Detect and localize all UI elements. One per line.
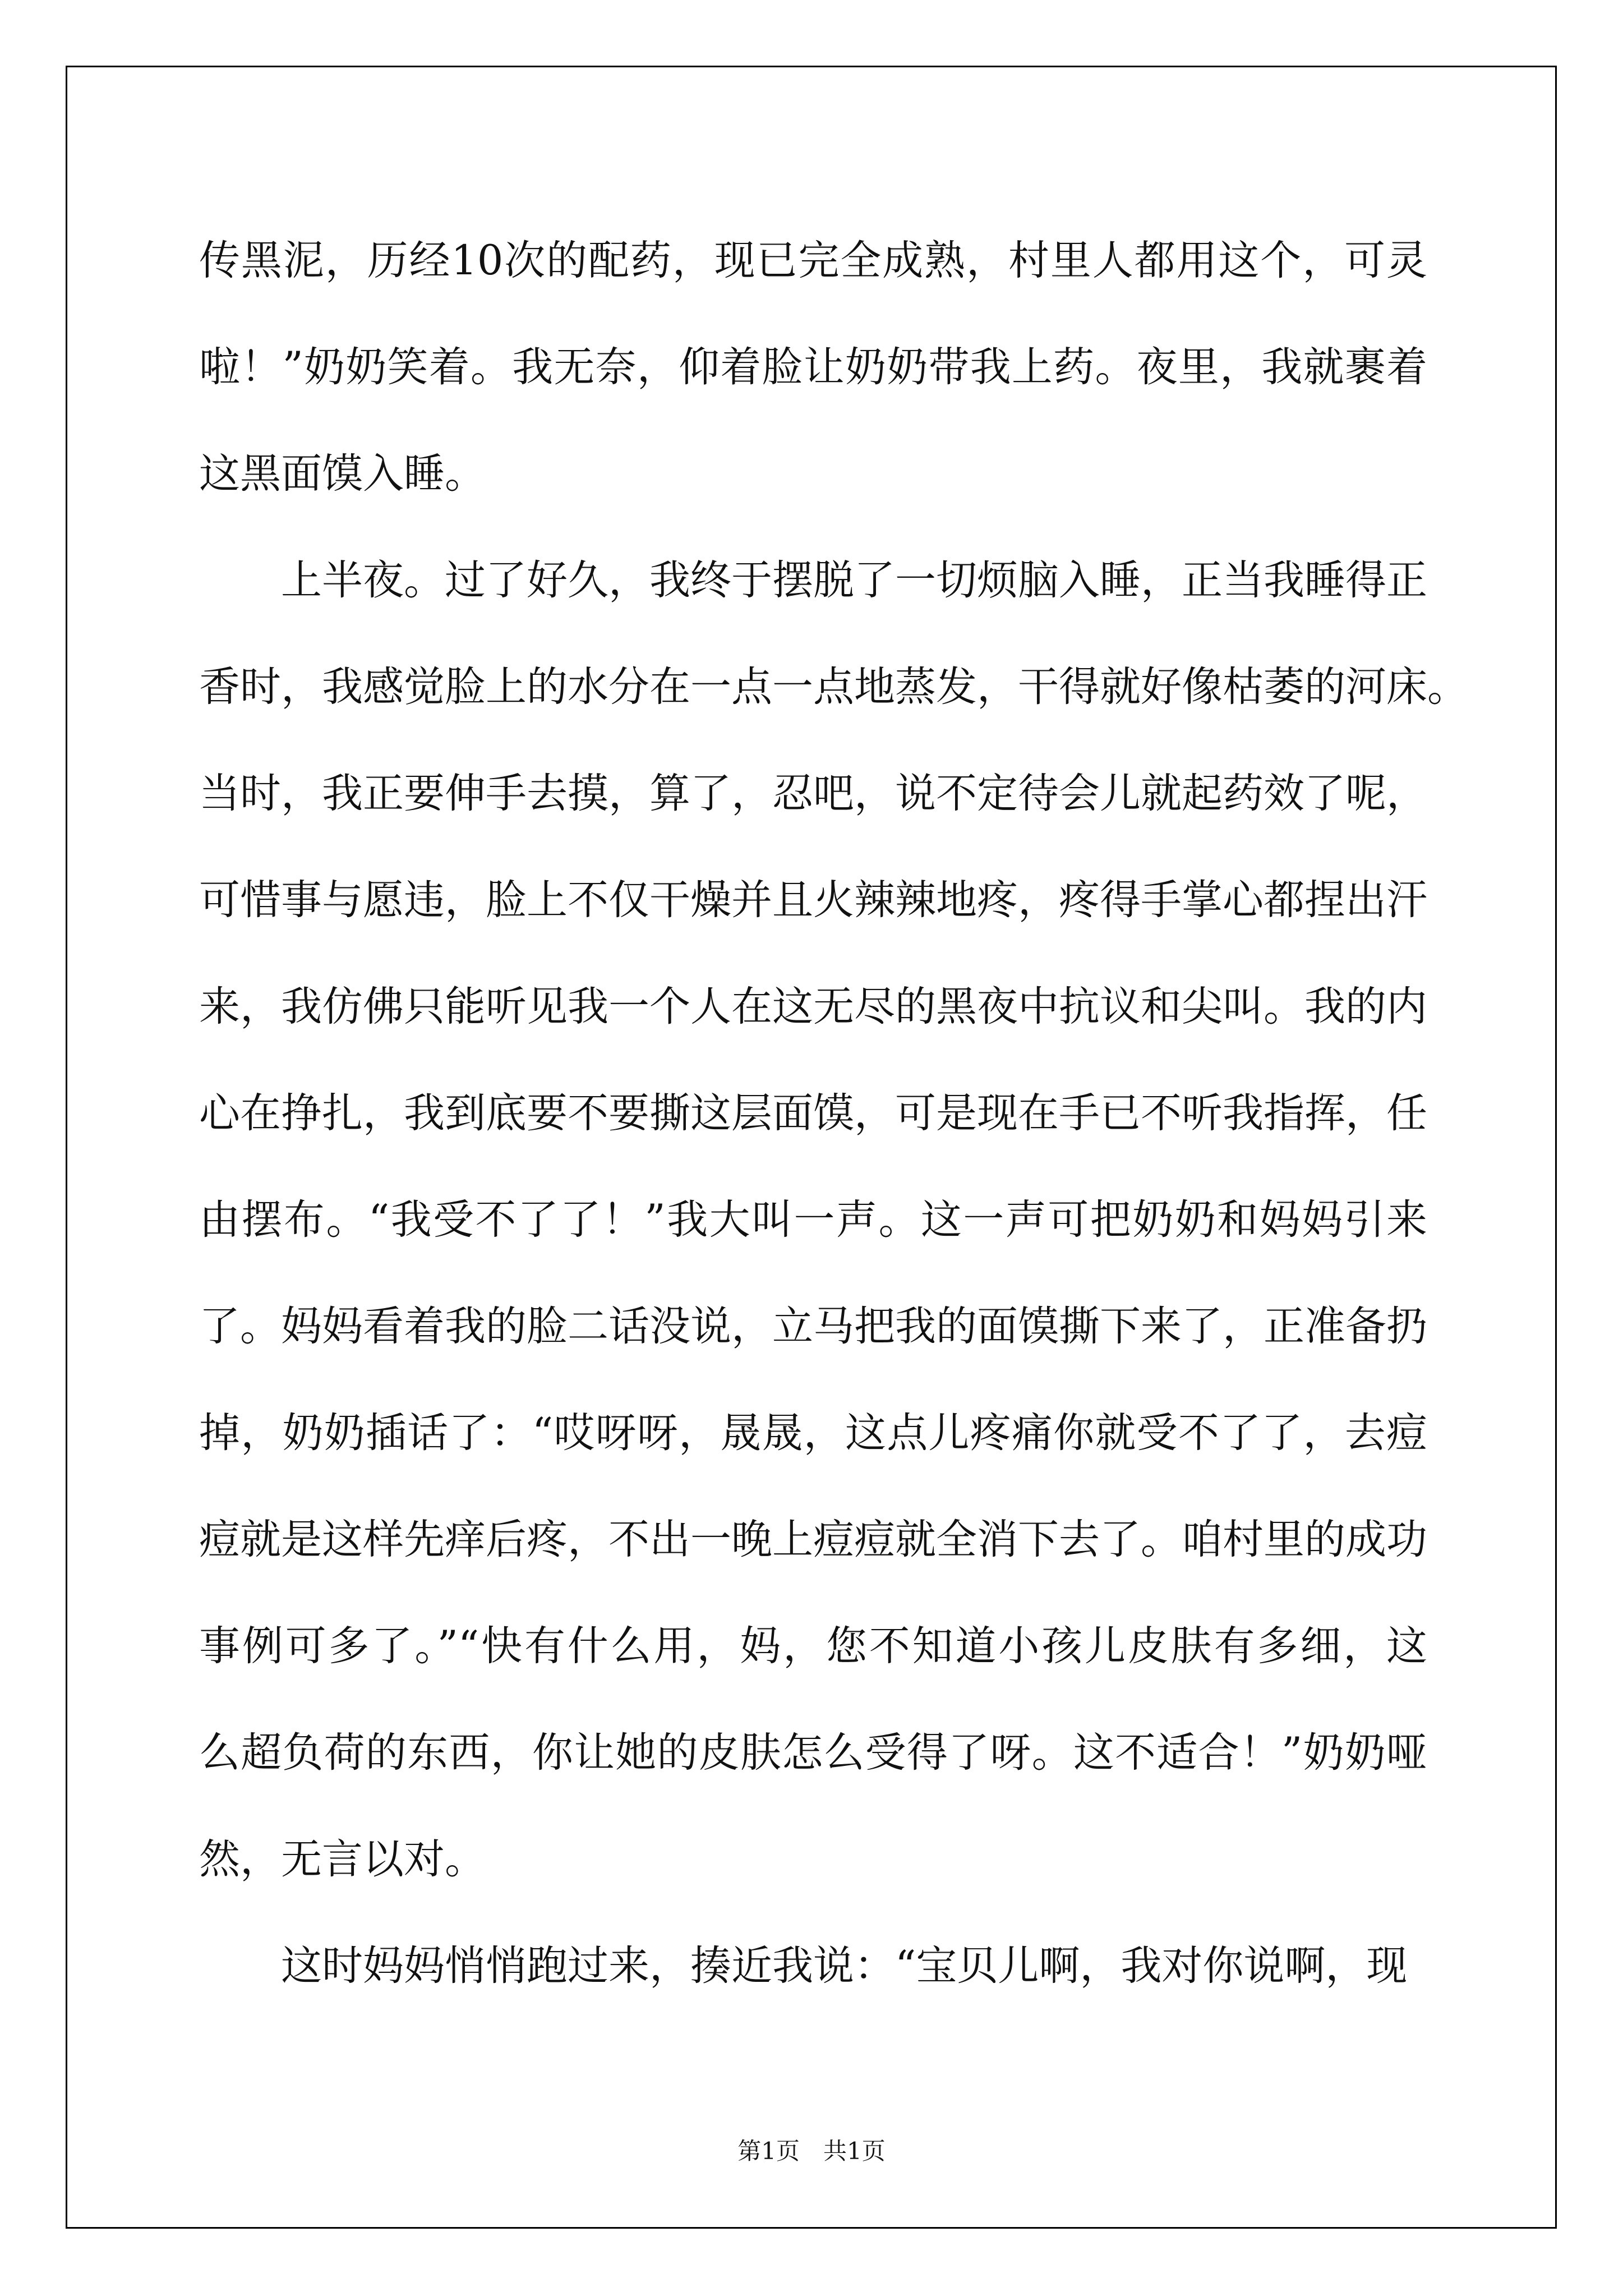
text-line: 传黑泥，历经10次的配药，现已完全成熟，村里人都用这个，可灵 — [199, 237, 1427, 284]
text-line: 来，我仿佛只能听见我一个人在这无尽的黑夜中抗议和尖叫。我的内 — [199, 983, 1427, 1030]
text-line: 由摆布。“我受不了了！”我大叫一声。这一声可把奶奶和妈妈引来 — [199, 1196, 1427, 1244]
text-line: 上半夜。过了好久，我终于摆脱了一切烦脑入睡，正当我睡得正 — [281, 556, 1427, 604]
text-line: 可惜事与愿违，脸上不仅干燥并且火辣辣地疼，疼得手掌心都捏出汗 — [199, 876, 1427, 924]
text-line: 么超负荷的东西，你让她的皮肤怎么受得了呀。这不适合！”奶奶哑 — [199, 1729, 1427, 1777]
text-line: 啦！”奶奶笑着。我无奈，仰着脸让奶奶带我上药。夜里，我就裹着 — [199, 343, 1427, 391]
text-line: 然，无言以对。 — [199, 1835, 486, 1883]
document-body — [199, 208, 1468, 2019]
text-line: 这时妈妈悄悄跑过来，揍近我说：“宝贝儿啊，我对你说啊，现 — [281, 1942, 1408, 1990]
text-line: 事例可多了。”“快有什么用，妈，您不知道小孩儿皮肤有多细，这 — [199, 1622, 1427, 1670]
page-footer — [0, 2133, 1623, 2166]
text-line: 心在挣扎，我到底要不要撕这层面馍，可是现在手已不听我指挥，任 — [199, 1089, 1427, 1137]
text-line: 香时，我感觉脸上的水分在一点一点地蒸发，干得就好像枯萎的河床。 — [199, 663, 1468, 711]
text-line: 这黑面馍入睡。 — [199, 450, 486, 498]
text-line: 痘就是这样先痒后疼，不出一晚上痘痘就全消下去了。咱村里的成功 — [199, 1516, 1427, 1563]
text-line: 当时，我正要伸手去摸，算了，忍吧，说不定待会儿就起药效了呢， — [199, 770, 1427, 817]
page-number-label: 第1页 共1页 — [737, 2137, 886, 2165]
text-line: 了。妈妈看着我的脸二话没说，立马把我的面馍撕下来了，正准备扔 — [199, 1303, 1427, 1350]
text-line: 掉，奶奶插话了：“哎呀呀，晟晟，这点儿疼痛你就受不了了，去痘 — [199, 1409, 1427, 1457]
